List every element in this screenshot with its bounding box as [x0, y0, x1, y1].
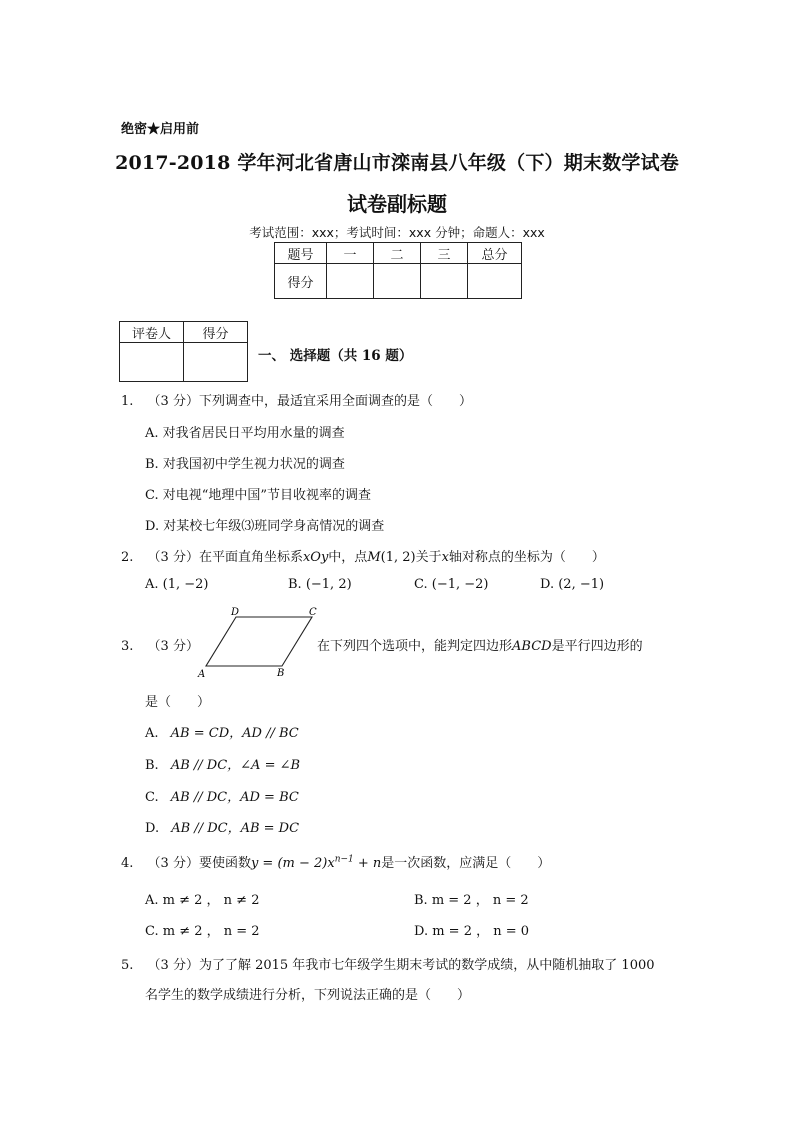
- question-stem: （3 分）为了了解 2015 年我市七年级学生期末考试的数学成绩，从中随机抽取了 1000: [147, 958, 655, 973]
- question-stem-part: 轴对称点的坐标为（ ）: [448, 550, 605, 565]
- option-d[interactable]: D. 对某校七年级⑶班同学身高情况的调查: [145, 519, 385, 534]
- question-3-stem: [317, 635, 643, 654]
- score-table: [274, 242, 522, 299]
- score-header-cell: 总分: [468, 243, 522, 264]
- vertex-label-c: C: [309, 607, 317, 618]
- score-cell[interactable]: [468, 264, 522, 299]
- grader-header-cell: 得分: [184, 322, 248, 343]
- score-header-cell: 二: [374, 243, 421, 264]
- confidential-label: 绝密★启用前: [121, 122, 200, 137]
- vertex-label-d: D: [231, 607, 240, 618]
- question-stem-part: （3 分）在平面直角坐标系: [147, 550, 303, 565]
- question-number: 2.: [121, 550, 134, 565]
- question-stem-part: 在下列四个选项中，能判定四边形: [317, 639, 513, 654]
- option-c[interactable]: C. m ≠ 2 ， n = 2: [145, 924, 260, 939]
- question-5: [121, 954, 655, 973]
- question-4: [121, 852, 550, 871]
- score-cell[interactable]: [374, 264, 421, 299]
- vertex-label-b: B: [277, 668, 285, 679]
- option-d[interactable]: D. m = 2 ， n = 0: [414, 924, 530, 939]
- option-a[interactable]: A. (1, −2): [145, 577, 209, 592]
- option-b[interactable]: B. m = 2 ， n = 2: [414, 893, 529, 908]
- option-expression: AB = CD，AD // BC: [170, 726, 299, 741]
- math-xoy: xOy: [302, 550, 329, 565]
- question-stem-part: 中，点: [328, 550, 368, 565]
- question-number: 5.: [121, 958, 134, 973]
- question-2: [121, 546, 605, 565]
- option-a[interactable]: A. 对我省居民日平均用水量的调查: [145, 426, 345, 441]
- score-cell[interactable]: [421, 264, 468, 299]
- option-a[interactable]: A. m ≠ 2 ， n ≠ 2: [145, 893, 260, 908]
- grader-header-cell: 评卷人: [120, 322, 184, 343]
- option-expression: AB // DC，AB = DC: [171, 821, 300, 836]
- question-stem-part: （3 分）要使函数: [147, 856, 251, 871]
- question-number: 3.: [121, 639, 134, 654]
- math-abcd: ABCD: [512, 639, 552, 654]
- option-c[interactable]: [145, 786, 299, 805]
- option-d[interactable]: D. (2, −1): [540, 577, 605, 592]
- math-exponent: n−1: [334, 854, 354, 865]
- exam-title: 2017-2018 学年河北省唐山市滦南县八年级（下）期末数学试卷: [115, 152, 679, 174]
- option-c[interactable]: C. 对电视“地理中国”节目收视率的调查: [145, 488, 372, 503]
- score-header-cell: 题号: [275, 243, 327, 264]
- option-b[interactable]: [145, 754, 300, 773]
- question-number: 1.: [121, 394, 134, 409]
- question-stem: （3 分）下列调查中，最适宜采用全面调查的是（ ）: [147, 394, 472, 409]
- section-title: 一、 选择题（共 16 题）: [258, 348, 413, 364]
- option-b[interactable]: B. (−1, 2): [288, 577, 352, 592]
- parallelogram-figure: [194, 604, 319, 679]
- math-formula-tail: + n: [353, 856, 382, 871]
- option-letter: D.: [145, 821, 160, 836]
- option-letter: C.: [145, 790, 159, 805]
- option-d[interactable]: [145, 817, 299, 836]
- math-formula: y = (m − 2)x: [250, 856, 335, 871]
- score-row-label: 得分: [275, 264, 327, 299]
- option-a[interactable]: [145, 722, 299, 741]
- option-letter: B.: [145, 758, 159, 773]
- option-c[interactable]: C. (−1, −2): [414, 577, 489, 592]
- option-letter: A.: [145, 726, 159, 741]
- grader-cell[interactable]: [120, 343, 184, 382]
- option-b[interactable]: B. 对我国初中学生视力状况的调查: [145, 457, 345, 472]
- exam-meta: 考试范围：xxx；考试时间：xxx 分钟；命题人：xxx: [249, 225, 545, 240]
- question-3-start: [121, 635, 199, 654]
- exam-subtitle: 试卷副标题: [347, 192, 447, 216]
- parallelogram-shape: [206, 617, 312, 666]
- math-point-m: M: [367, 550, 381, 565]
- score-header-cell: 一: [327, 243, 374, 264]
- question-1: [121, 390, 472, 409]
- math-x: x: [441, 550, 449, 565]
- question-stem-line2: 名学生的数学成绩进行分析，下列说法正确的是（ ）: [145, 988, 471, 1003]
- vertex-label-a: A: [198, 669, 206, 679]
- question-3-stem-end: 是（ ）: [145, 695, 211, 710]
- grader-table: [119, 321, 248, 382]
- question-number: 4.: [121, 856, 134, 871]
- question-stem-part: 是一次函数，应满足（ ）: [381, 856, 551, 871]
- score-header-cell: 三: [421, 243, 468, 264]
- question-stem-part: 是平行四边形的: [551, 639, 643, 654]
- option-expression: AB // DC，AD = BC: [170, 790, 299, 805]
- score-cell[interactable]: [327, 264, 374, 299]
- option-expression: AB // DC，∠A = ∠B: [170, 758, 301, 773]
- grader-cell[interactable]: [184, 343, 248, 382]
- question-stem-part: (1, 2)关于: [380, 550, 442, 565]
- question-stem-part: （3 分）: [147, 639, 199, 654]
